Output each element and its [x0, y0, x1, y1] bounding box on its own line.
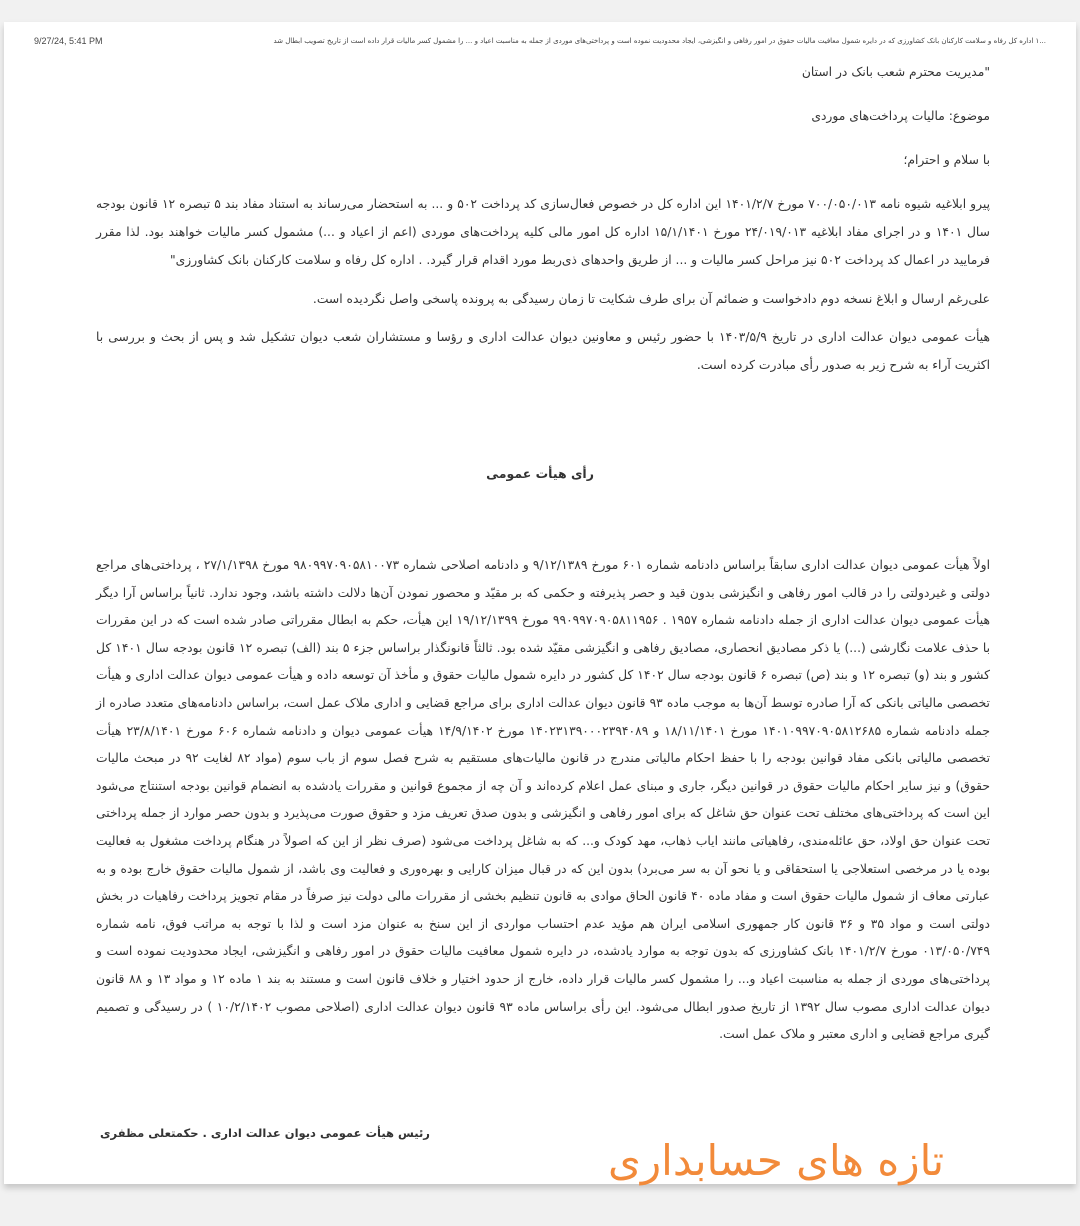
letter-salutation: "مدیریت محترم شعب بانک در استان [801, 65, 990, 79]
signature: رئیس هیأت عمومی دیوان عدالت اداری . حکمتعلی مظفری [100, 1126, 430, 1140]
document-page [4, 22, 1076, 1184]
print-title: ...۱ اداره کل رفاه و سلامت کارکنان بانک کشاورزی که در دایره شمول معافیت مالیات حقوق در امور رفاهی و انگیزشی، ایجاد محدودیت نموده است و پرداختی‌های موردی از جمله به مناسبت اعیاد و ... را مشمول کسر مالیات قرار داده است از تاریخ تصویب ابطال شد [273, 37, 1046, 45]
letter-greeting: با سلام و احترام؛ [903, 153, 990, 167]
letter-subject: موضوع: مالیات پرداخت‌های موردی [811, 109, 990, 123]
print-date: 9/27/24, 5:41 PM [34, 36, 103, 46]
session-paragraph: هیأت عمومی دیوان عدالت اداری در تاریخ ۱۴۰۳/۵/۹ با حضور رئیس و معاونین دیوان عدالت اداری و رؤسا و مستشاران شعب دیوان تشکیل شد و پس از بحث و بررسی با اکثریت آراء به شرح زیر به صدور رأی مبادرت کرده است. [96, 330, 990, 372]
watermark: تازه های حسابداری [608, 1136, 945, 1185]
notice-paragraph: علی‌رغم ارسال و ابلاغ نسخه دوم دادخواست و ضمائم آن برای طرف شکایت تا زمان رسیدگی به پرونده پاسخی واصل نگردیده است. [312, 292, 990, 306]
verdict-text: اولاً هیأت عمومی دیوان عدالت اداری سابقاً براساس دادنامه شماره ۶۰۱ مورخ ۹/۱۲/۱۳۸۹ و دادنامه اصلاحی شماره ۹۸۰۹۹۷۰۹۰۵۸۱۰۰۷۳ مورخ ۲۷/۱/۱۳۹۸ ، پرداختی‌های مراجع دولتی و غیردولتی را در قالب امور رفاهی و انگیزشی بدون قید و حصر پذیرفته و حکمی که بر مقیّد و محصور نمودن آن‌ها دلالت داشته باشد، وجود ندارد. ثانیاً براساس آرا دیگر هیأت عمومی دیوان عدالت اداری از جمله دادنامه شماره ۱۹۵۷ . ۹۹۰۹۹۷۰۹۰۵۸۱۱۹۵۶ مورخ ۱۹/۱۲/۱۳۹۹ این هیأت، حکم به ابطال مقرراتی صادر شده است که در این مقررات با حذف علامت نگارشی (...) یا ذکر مصادیق انحصاری، مصادیق رفاهی و انگیزشی مقیّد شده بود. ثالثاً قانونگذار براساس جزء ۵ بند (الف) تبصره ۱۲ قانون بودجه سال ۱۴۰۱ کل کشور و بند (و) تبصره ۱۲ و بند (ص) تبصره ۶ قانون بودجه سال ۱۴۰۲ کل کشور در دایره شمول مالیات حقوق و مأخذ آن توسعه داده و هیأت عمومی دیوان عدالت اداری و هیأت تخصصی مالیاتی بانکی که آرا صادره توسط آن‌ها به موجب ماده ۹۳ قانون دیوان عدالت اداری برای مراجع قضایی و اداری ملاک عمل است، براساس دادنامه‌های متعدد صادره از جمله دادنامه شماره ۱۴۰۱۰۹۹۷۰۹۰۵۸۱۲۶۸۵ مورخ ۱۸/۱۱/۱۴۰۱ و ۱۴۰۲۳۱۳۹۰۰۰۲۳۹۴۰۸۹ مورخ ۱۴/۹/۱۴۰۲ هیأت عمومی دیوان و دادنامه شماره ۶۰۶ مورخ ۲۳/۸/۱۴۰۱ هیأت تخصصی مالیاتی بانکی مفاد قوانین بودجه را با حفظ احکام مالیاتی مندرج در قانون مالیات‌های مستقیم به شرح فصل سوم از باب سوم (مواد ۸۲ لغایت ۹۲ در مبحث مالیات حقوق) و نیز سایر احکام مالیات حقوق در قوانین دیگر، جاری و مبنای عمل اعلام کرده‌اند و آن چه از مجموع قوانین و مقررات یادشده به انضمام قوانین بودجه استنتاج می‌شود این است که پرداختی‌های مختلف تحت عنوان حق شاغل که برای امور رفاهی و انگیزشی و بدون صدق تعریف مزد و حقوق صورت می‌پذیرد و بدون حصر موارد از جمله پرداختی تحت عنوان حق اولاد، حق عائله‌مندی، رفاهیاتی مانند ایاب ذهاب، مهد کودک و... که به شاغل پرداخت می‌شود (صرف نظر از این که اصولاً در هنگام پرداخت مشغول به فعالیت بوده یا در مرخصی استعلاجی یا استحقاقی و یا نحو آن به سر می‌برد) بدون این که در قبال میزان کارایی و بهره‌وری و فعالیت وی باشد، از شمول مالیات حقوق خارج بوده و به عبارتی معاف از شمول مالیات حقوق است و مفاد ماده ۴۰ قانون الحاق موادی به قانون تنظیم بخشی از مقررات مالی دولت نیز صرفاً در مقام تجویز پرداخت رفاهیات در بخش دولتی است و مواد ۳۵ و ۳۶ قانون کار جمهوری اسلامی ایران هم مؤید عدم احتساب مواردی از این سنخ به عنوان مزد است و لذا با توجه به مراتب فوق، نامه شماره ۰۱۳/۰۵۰/۷۴۹ مورخ ۱۴۰۱/۲/۷ بانک کشاورزی که بدون توجه به موارد یادشده، در دایره شمول معافیت مالیات حقوق در امور رفاهی و انگیزشی، ایجاد محدودیت نموده است و پرداختی‌های موردی از جمله به مناسبت اعیاد و... را مشمول کسر مالیات قرار داده، خارج از حدود اختیار و خلاف قانون است و مستند به بند ۱ ماده ۱۲ و مواد ۱۳ و ۸۸ قانون دیوان عدالت اداری مصوب سال ۱۳۹۲ از تاریخ صدور ابطال می‌شود. این رأی براساس ماده ۹۳ قانون دیوان عدالت اداری (اصلاحی مصوب ۱۰/۲/۱۴۰۲ ) در رسیدگی و تصمیم گیری مراجع قضایی و اداری معتبر و ملاک عمل است. [96, 558, 991, 1042]
letter-body: پیرو ابلاغیه شیوه نامه ۷۰۰/۰۵۰/۰۱۳ مورخ ۱۴۰۱/۲/۷ این اداره کل در خصوص فعال‌سازی کد پرداخت ۵۰۲ و ... به استحضار می‌رساند به استناد مفاد بند ۵ تبصره ۱۲ قانون بودجه سال ۱۴۰۱ و در اجرای مفاد ابلاغیه ۲۴/۰۱۹/۰۱۳ مورخ ۱۵/۱/۱۴۰۱ اداره کل امور مالی کلیه پرداخت‌های موردی (اعم از اعیاد و ...) مشمول کسر مالیات خواهند بود. لذا مقرر فرمایید در اعمال کد پرداخت ۵۰۲ نیز مراحل کسر مالیات و ... از طریق واحدهای ذی‌ربط مورد اقدام قرار گیرد. . اداره کل رفاه و سلامت کارکنان بانک کشاورزی" [96, 197, 991, 267]
letter-content [96, 58, 990, 379]
print-header [4, 36, 1076, 50]
top-strip [0, 0, 1080, 22]
verdict-heading: رأی هیأت عمومی [486, 466, 594, 481]
